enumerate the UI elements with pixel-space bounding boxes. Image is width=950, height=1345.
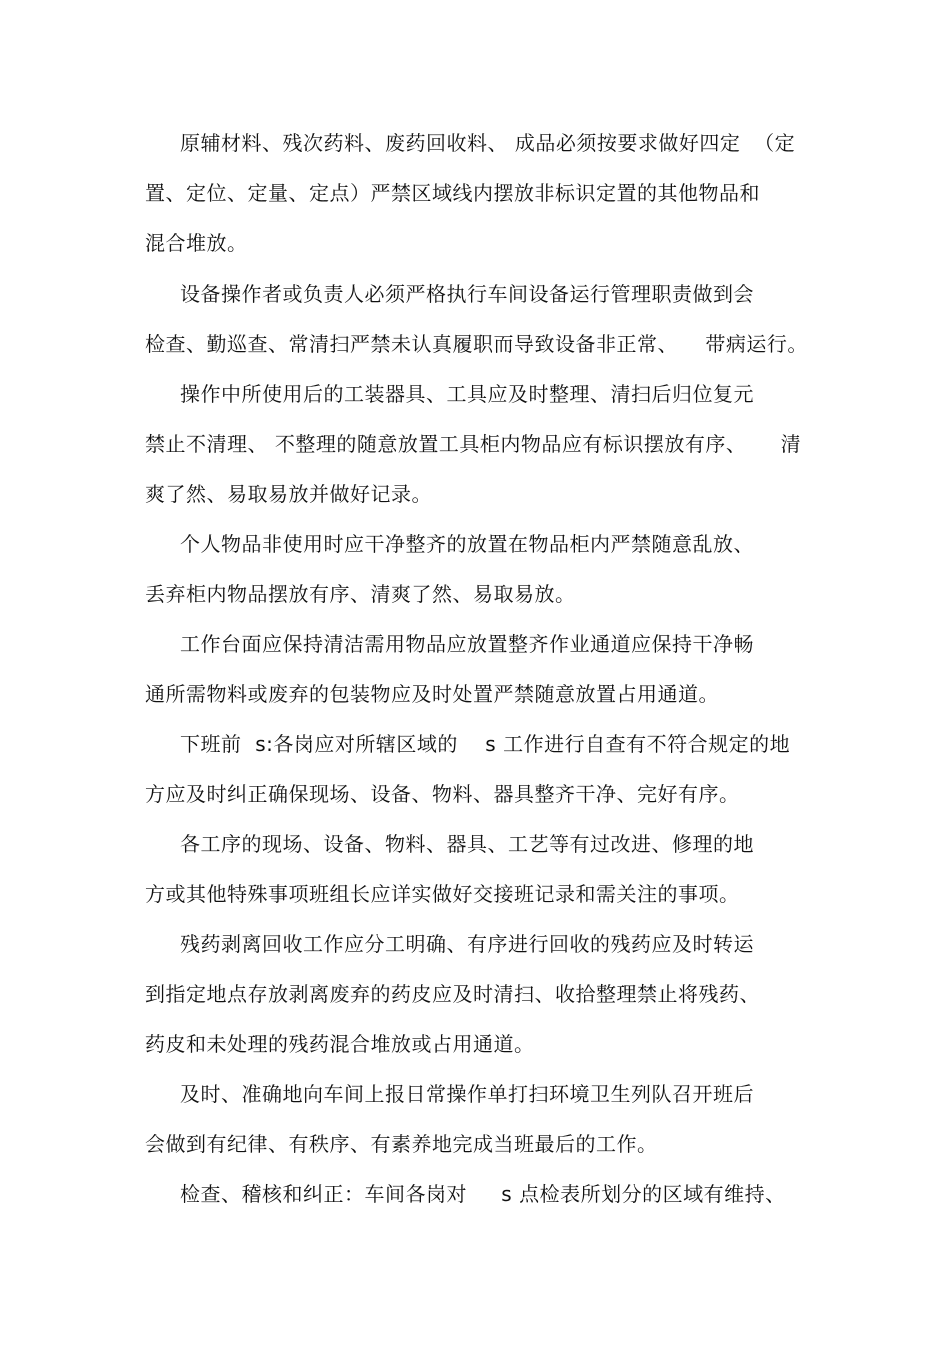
text-line: 药皮和未处理的残药混合堆放或占用通道。 xyxy=(145,1032,535,1056)
text-line: 下班前 s:各岗应对所辖区域的 s 工作进行自查有不符合规定的地 xyxy=(180,732,791,756)
text-line: 丢弃柜内物品摆放有序、清爽了然、易取易放。 xyxy=(145,582,576,606)
text-line: 设备操作者或负责人必须严格执行车间设备运行管理职责做到会 xyxy=(180,282,754,306)
text-line: 混合堆放。 xyxy=(145,231,248,255)
text-line: 会做到有纪律、有秩序、有素养地完成当班最后的工作。 xyxy=(145,1132,658,1156)
text-line: 检查、稽核和纠正：车间各岗对 s 点检表所划分的区域有维持、 xyxy=(180,1182,786,1206)
text-line: 原辅材料、残次药料、废药回收料、 成品必须按要求做好四定 （定 xyxy=(180,131,796,155)
text-line: 工作台面应保持清洁需用物品应放置整齐作业通道应保持干净畅 xyxy=(180,632,754,656)
text-line: 检查、勤巡查、常清扫严禁未认真履职而导致设备非正常、 带病运行。 xyxy=(145,332,808,356)
text-line: 方应及时纠正确保现场、设备、物料、器具整齐干净、完好有序。 xyxy=(145,782,740,806)
text-line: 置、定位、定量、定点）严禁区域线内摆放非标识定置的其他物品和 xyxy=(145,181,760,205)
text-line: 操作中所使用后的工装器具、工具应及时整理、清扫后归位复元 xyxy=(180,382,754,406)
text-line: 爽了然、易取易放并做好记录。 xyxy=(145,482,432,506)
text-line: 个人物品非使用时应干净整齐的放置在物品柜内严禁随意乱放、 xyxy=(180,532,754,556)
text-line: 及时、准确地向车间上报日常操作单打扫环境卫生列队召开班后 xyxy=(180,1082,754,1106)
text-line: 各工序的现场、设备、物料、器具、工艺等有过改进、修理的地 xyxy=(180,832,754,856)
text-line: 通所需物料或废弃的包装物应及时处置严禁随意放置占用通道。 xyxy=(145,682,719,706)
text-line: 残药剥离回收工作应分工明确、有序进行回收的残药应及时转运 xyxy=(180,932,754,956)
text-line: 禁止不清理、 不整理的随意放置工具柜内物品应有标识摆放有序、 清 xyxy=(145,432,802,456)
text-line: 到指定地点存放剥离废弃的药皮应及时清扫、收拾整理禁止将残药、 xyxy=(145,982,760,1006)
text-line: 方或其他特殊事项班组长应详实做好交接班记录和需关注的事项。 xyxy=(145,882,740,906)
